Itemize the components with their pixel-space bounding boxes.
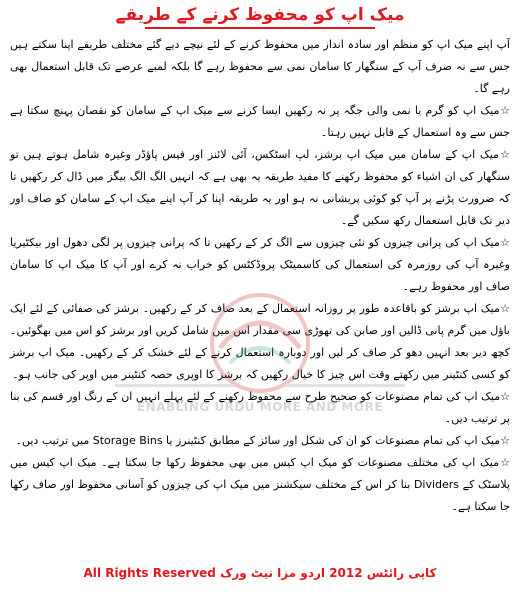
title-underline: [145, 27, 375, 29]
copyright-footer: کاپی رائٹس 2012 اردو مزا نیٹ ورک All Rights Reserved: [83, 566, 437, 580]
article-paragraph: آپ اپنے میک اپ کو منظم اور سادہ انداز میں محفوظ کرنے کے لئے نیچے دیے گئے مختلف طریقے اپنا سکتے ہیں جس سے نہ صرف آپ کے سنگھار کا سامان نمی سے محفوظ رہے گا بلکہ لمبے عرصے تک قابل استعمال بھی رہے گا۔: [10, 38, 510, 95]
article-paragraph: ☆میک اپ کی مختلف مصنوعات کو میک اپ کیس میں بھی محفوظ رکھا جا سکتا ہے۔ میک اپ کیس میں پلاسٹک کے Dividers بنا کر اس کے مختلف سیکشنز میں میک اپ کی چیزوں کو آسانی محفوظ اور صاف رکھا جا سکتا ہے۔: [10, 456, 510, 513]
article-body: [10, 34, 510, 518]
article-paragraph: ☆میک اپ برشز کو باقاعدہ طور پر روزانہ استعمال کے بعد صاف کر کے رکھیں۔ برشز کی صفائی کے لئے ایک باؤل میں گرم پانی ڈالیں اور صابن کی تھوڑی سی مقدار اس میں شامل کریں اور برشز کو اس میں بھگوئیں۔ کچھ دیر بعد انہیں دھو کر صاف کر لیں اور دوبارہ استعمال کرنے کے لئے خشک کر کے رکھیں۔ میک اپ برشز کو کسی کنٹینر میں رکھتے وقت اس چیز کا خیال رکھیں کہ برشز کا اوپری حصہ کنٹینر میں اوپر کی جانب ہو۔: [10, 302, 510, 381]
article-paragraph: ☆میک اپ کی تمام مصنوعات کو صحیح طرح سے محفوظ رکھنے کے لئے پہلے انہیں ان کے رنگ اور قسم کی بنا پر ترتیب دیں۔: [10, 390, 510, 425]
article-paragraph: ☆میک اپ کے سامان میں میک اپ برشز، لپ اسٹکس، آئی لائنز اور فیس پاؤڈر وغیرہ شامل ہوتے ہیں تو سنگھار کی ان اشیاء کو محفوظ رکھنے کا مفید طریقہ یہ بھی ہے کہ انہیں الگ الگ بیگز میں ڈال کر رکھیں تا کہ ضرورت پڑنے پر آپ کو کوئی پریشانی نہ ہو اور یہ طریقہ اپنا کر آپ اپنے میک اپ کے سامان کو صاف اور دیر تک قابل استعمال رکھ سکیں گے۔: [10, 148, 510, 227]
article-paragraph: ☆میک اپ کی پرانی چیزوں کو نئی چیزوں سے الگ کر کے رکھیں تا کہ پرانی چیزوں پر لگی دھول اور بیکٹیریا وغیرہ آپ کی روزمرہ کی استعمال کی کاسمیٹک پروڈکٹس کو خراب نہ کرے اور آپ کا میک اپ کا سامان صاف اور محفوظ رہے۔: [10, 236, 510, 293]
article-paragraph: ☆میک اپ کی تمام مصنوعات کو ان کی شکل اور سائز کے مطابق کنٹینرز یا Storage Bins میں ترتیب دیں۔: [15, 434, 510, 447]
page-title: میک اپ کو محفوظ کرنے کے طریقے: [115, 5, 405, 25]
article-paragraph: ☆میک اپ کو گرم یا نمی والی جگہ پر نہ رکھیں ایسا کرنے سے میک اپ کے سامان کو نقصان پہنچ سکتا ہے جس سے وہ استعمال کے قابل نہیں رہتا۔: [10, 104, 510, 139]
watermark-text: ENABLING URDU MORE AND MORE: [136, 400, 384, 414]
